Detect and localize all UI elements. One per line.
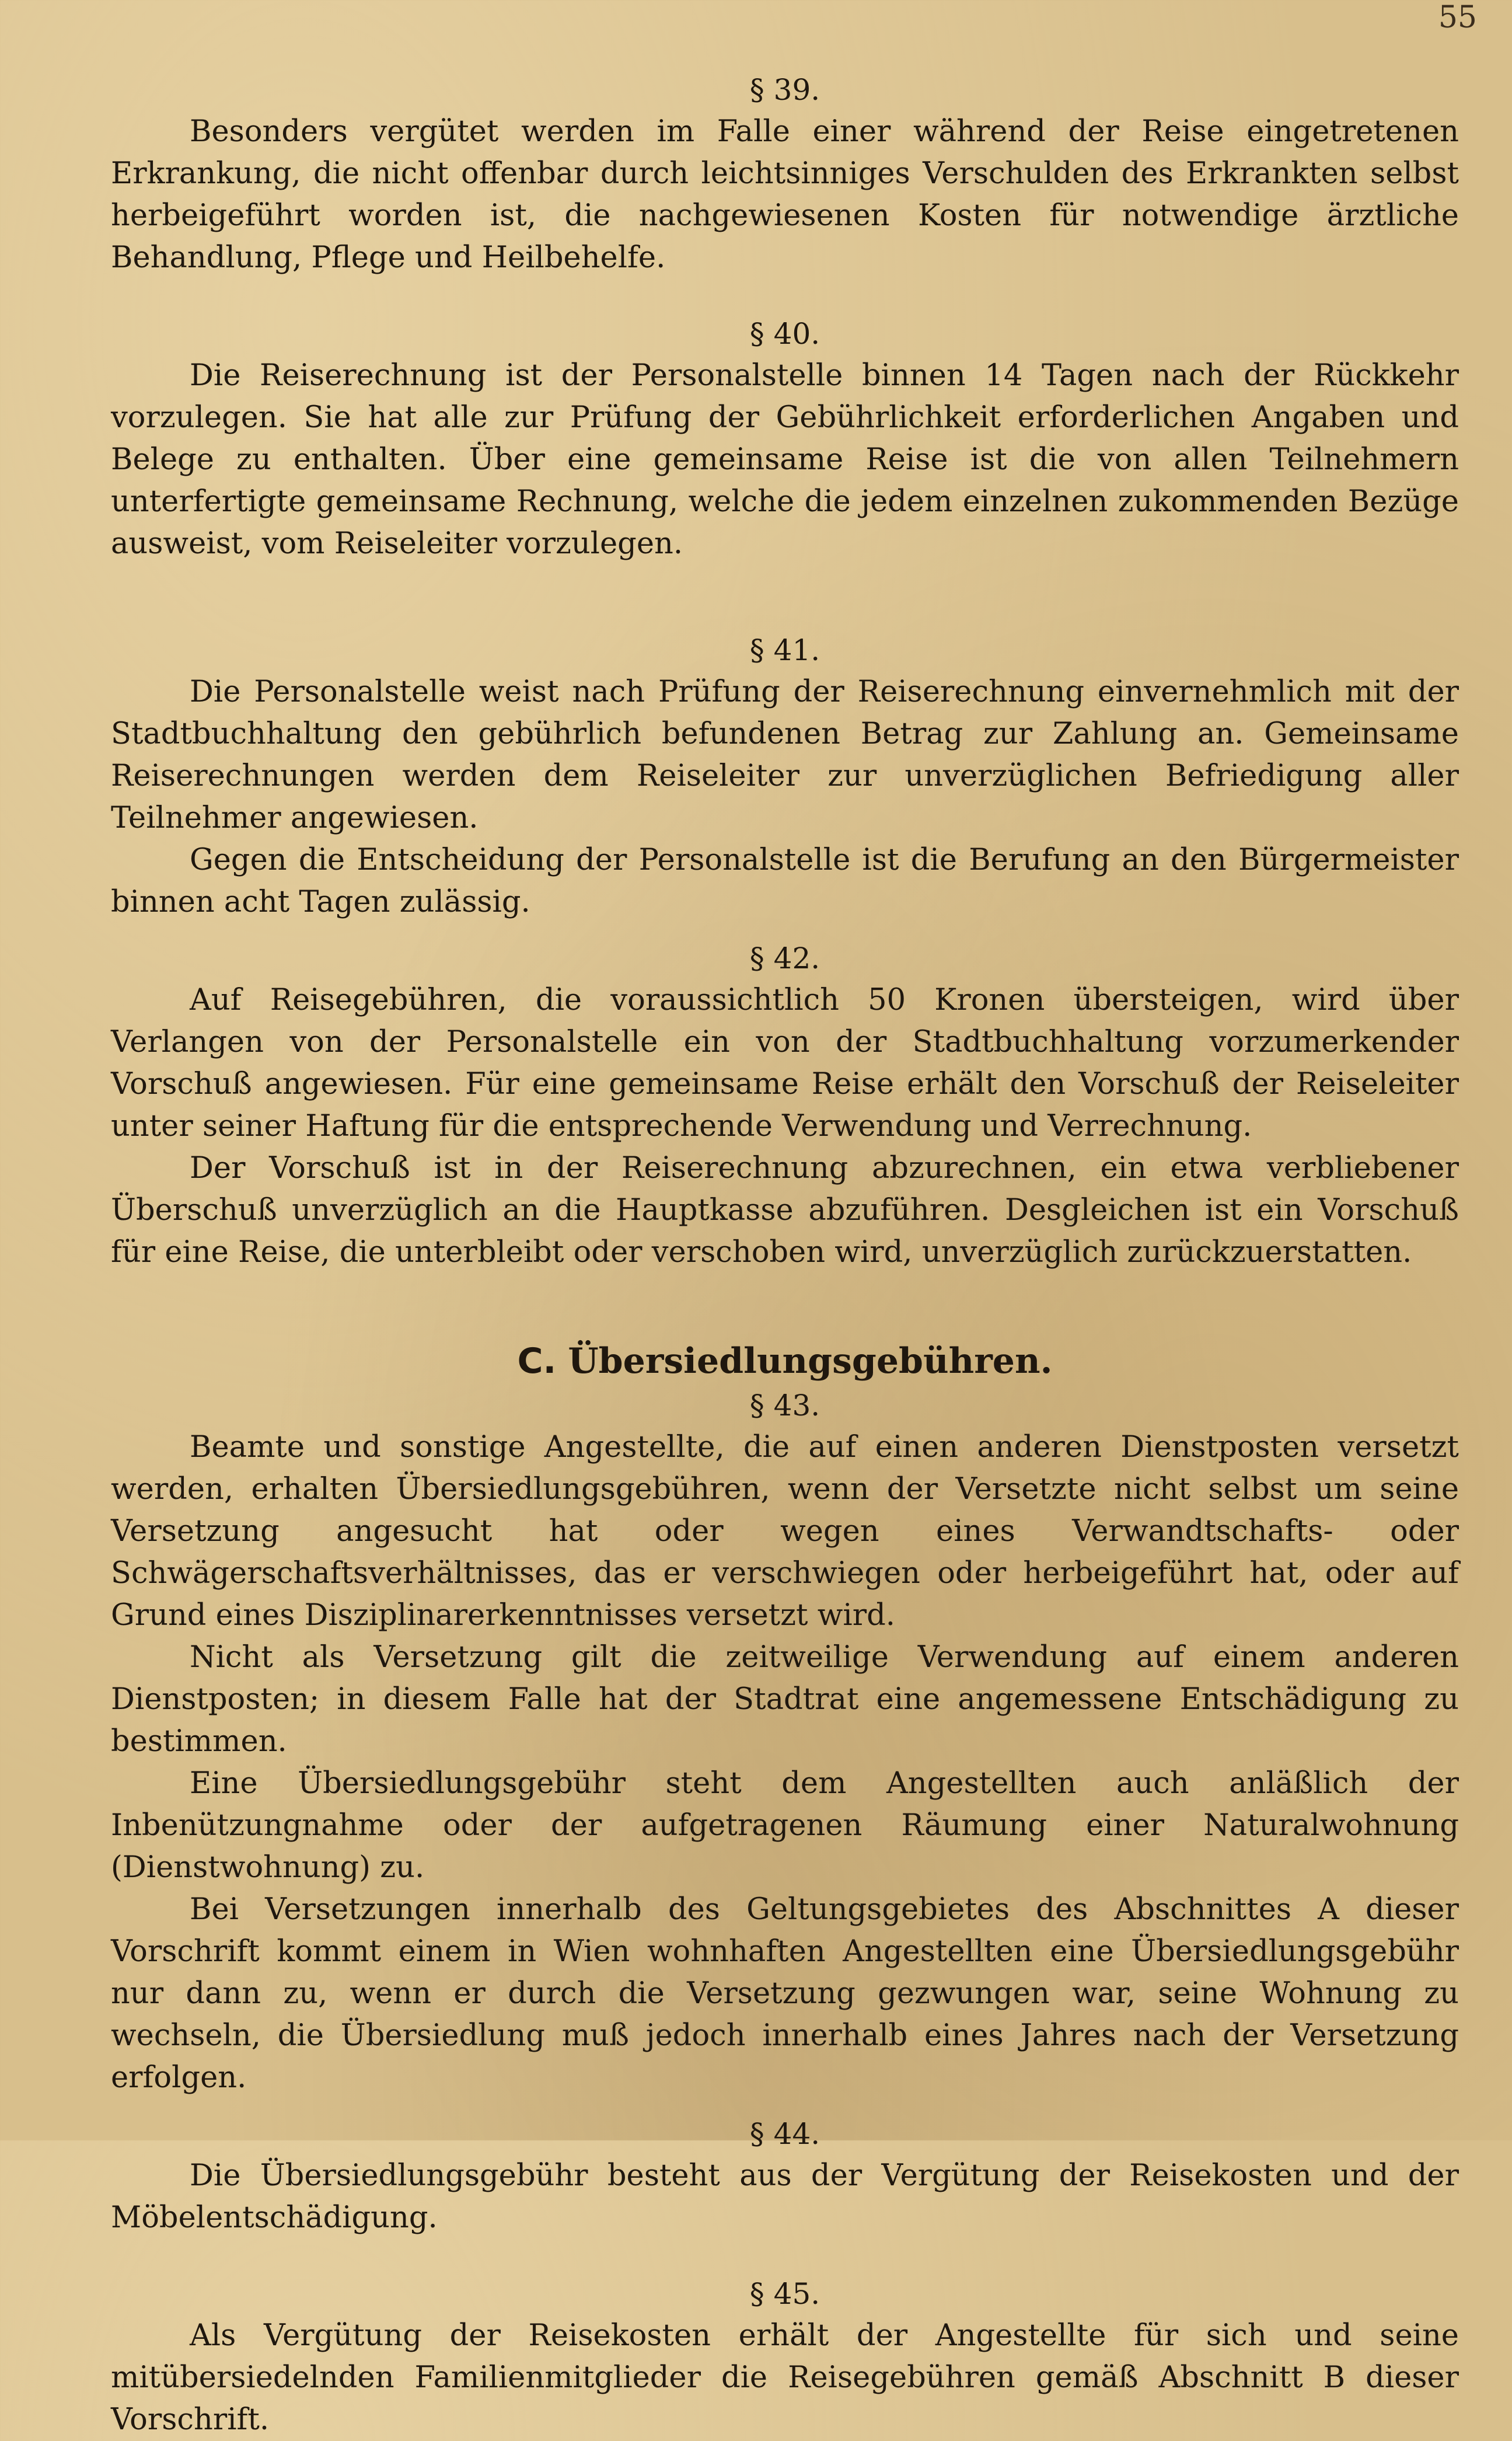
section-43-paragraph-4: Bei Versetzungen innerhalb des Geltungsgebietes des Abschnittes A dieser Vorschrift kommt einem in Wien wohnhaften Angestellten eine Übersiedlungsgebühr nur dann zu, wenn er durch die Versetzung gezwungen war, seine Wohnung zu wechseln, die Übersiedlung muß jedoch innerhalb eines Jahres nach der Versetzung erfolgen.: [111, 1892, 1459, 2095]
document-body: [111, 69, 1459, 2441]
section-39-paragraph-1: Besonders vergütet werden im Falle einer während der Reise eingetretenen Erkrankung, die nicht offenbar durch leichtsinniges Verschulden des Erkrankten selbst herbeigeführt worden ist, die nachgewiesenen Kosten für notwendige ärztliche Behandlung, Pflege und Heilbehelfe.: [111, 114, 1459, 275]
section-41-paragraph-2: Gegen die Entscheidung der Personalstelle ist die Berufung an den Bürgermeister binnen acht Tagen zulässig.: [111, 843, 1459, 919]
section-41-paragraph-1: Die Personalstelle weist nach Prüfung der Reiserechnung einvernehmlich mit der Stadtbuchhaltung den gebührlich befundenen Betrag zur Zahlung an. Gemeinsame Reiserechnungen werden dem Reiseleiter zur unverzüglichen Befriedigung aller Teilnehmer angewiesen.: [111, 675, 1459, 835]
section-42-paragraph-2: Der Vorschuß ist in der Reiserechnung abzurechnen, ein etwa verbliebener Überschuß unverzüglich an die Hauptkasse abzuführen. Desgleichen ist ein Vorschuß für eine Reise, die unterbleibt oder verschoben wird, unverzüglich zurückzuerstatten.: [111, 1151, 1459, 1270]
section-43-paragraph-3: Eine Übersiedlungsgebühr steht dem Angestellten auch anläßlich der Inbenützungnahme oder der aufgetragenen Räumung einer Naturalwohnung (Dienstwohnung) zu.: [111, 1766, 1459, 1885]
section-45-label: § 45.: [749, 2277, 820, 2311]
part-c-letter: C.: [517, 1341, 557, 1382]
section-42-paragraph-1: Auf Reisegebühren, die voraussichtlich 50 Kronen übersteigen, wird über Verlangen von der Personalstelle ein von der Stadtbuchhaltung vorzumerkender Vorschuß angewiesen. Für eine gemeinsame Reise erhält den Vorschuß der Reiseleiter unter seiner Haftung für die entsprechende Verwendung und Verrechnung.: [111, 983, 1459, 1143]
section-41-label: § 41.: [749, 633, 820, 667]
section-40-paragraph-1: Die Reiserechnung ist der Personalstelle binnen 14 Tagen nach der Rückkehr vorzulegen. Sie hat alle zur Prüfung der Gebührlichkeit erforderlichen Angaben und Belege zu enthalten. Über eine gemeinsame Reise ist die von allen Teilnehmern unterfertigte gemeinsame Rechnung, welche die jedem einzelnen zukommenden Bezüge ausweist, vom Reiseleiter vorzulegen.: [111, 358, 1459, 561]
section-43-paragraph-2: Nicht als Versetzung gilt die zeitweilige Verwendung auf einem anderen Dienstposten; in diesem Falle hat der Stadtrat eine angemessene Entschädigung zu bestimmen.: [111, 1640, 1459, 1759]
section-43-label: § 43.: [749, 1389, 820, 1422]
section-45-paragraph-1: Als Vergütung der Reisekosten erhält der Angestellte für sich und seine mitübersiedelnden Familienmitglieder die Reisegebühren gemäß Abschnitt B dieser Vorschrift.: [111, 2318, 1459, 2437]
section-40-label: § 40.: [749, 317, 820, 351]
section-42-label: § 42.: [749, 941, 820, 975]
section-43-paragraph-1: Beamte und sonstige Angestellte, die auf einen anderen Dienstposten versetzt werden, erhalten Übersiedlungsgebühren, wenn der Versetzte nicht selbst um seine Versetzung angesucht hat oder wegen eines Verwandtschafts- oder Schwägerschaftsverhältnisses, das er verschwiegen oder herbeigeführt hat, oder auf Grund eines Disziplinarerkenntnisses versetzt wird.: [111, 1430, 1459, 1633]
section-44-paragraph-1: Die Übersiedlungsgebühr besteht aus der Vergütung der Reisekosten und der Möbelentschädigung.: [111, 2158, 1459, 2235]
page-number: 55: [1438, 0, 1477, 35]
part-c-title: Übersiedlungsgebühren.: [568, 1341, 1053, 1382]
section-44-label: § 44.: [749, 2117, 820, 2151]
part-c-heading: [111, 1338, 1459, 1385]
section-39-label: § 39.: [749, 73, 820, 107]
